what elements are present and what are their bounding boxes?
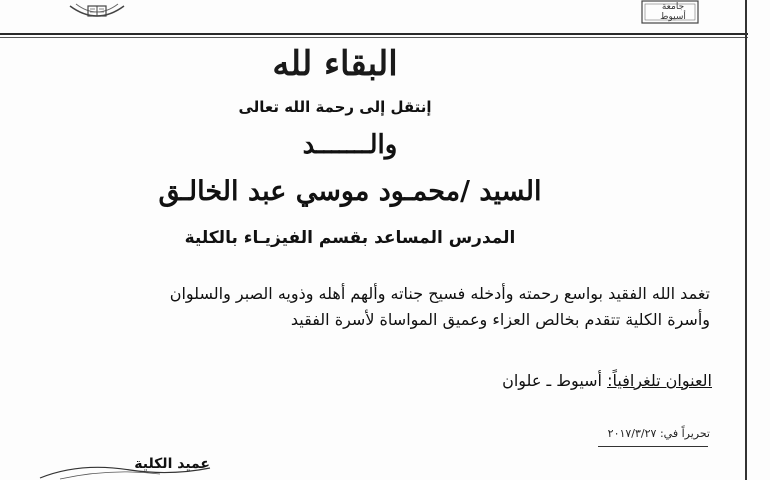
header-divider-thin [0, 37, 748, 38]
relation-heading: والـــــــد [302, 130, 398, 160]
condolence-line-1: تغمد الله الفقيد بواسع رحمته وأدخله فسيح جناته وألهم أهله وذويه الصبر والسلوان [169, 284, 710, 303]
university-name-text: جامعة أسيوط [660, 2, 686, 22]
date-underline [598, 446, 708, 447]
dean-title: عميد الكلية [134, 456, 210, 472]
document-subtitle: إنتقل إلى رحمة الله تعالى [238, 98, 432, 116]
page-right-border [745, 0, 747, 480]
date-line: تحريراً في: ٢٠١٧/٣/٢٧ [607, 427, 710, 440]
signature-icon [20, 460, 220, 480]
document-title: البقاء لله [272, 44, 398, 84]
address-label: العنوان تلغرافياً: [607, 371, 712, 390]
address-line [460, 371, 712, 390]
college-logo-icon [66, 0, 128, 24]
header-divider [0, 33, 748, 35]
condolence-line-2: وأسرة الكلية تتقدم بخالص العزاء وعميق المواساة لأسرة الفقيد [290, 310, 710, 329]
address-value: أسيوط ـ علوان [502, 371, 602, 390]
person-name: السيد /محمـود موسي عبد الخالـق [158, 176, 542, 207]
person-position: المدرس المساعد بقسم الفيزيـاء بالكلية [184, 228, 516, 248]
